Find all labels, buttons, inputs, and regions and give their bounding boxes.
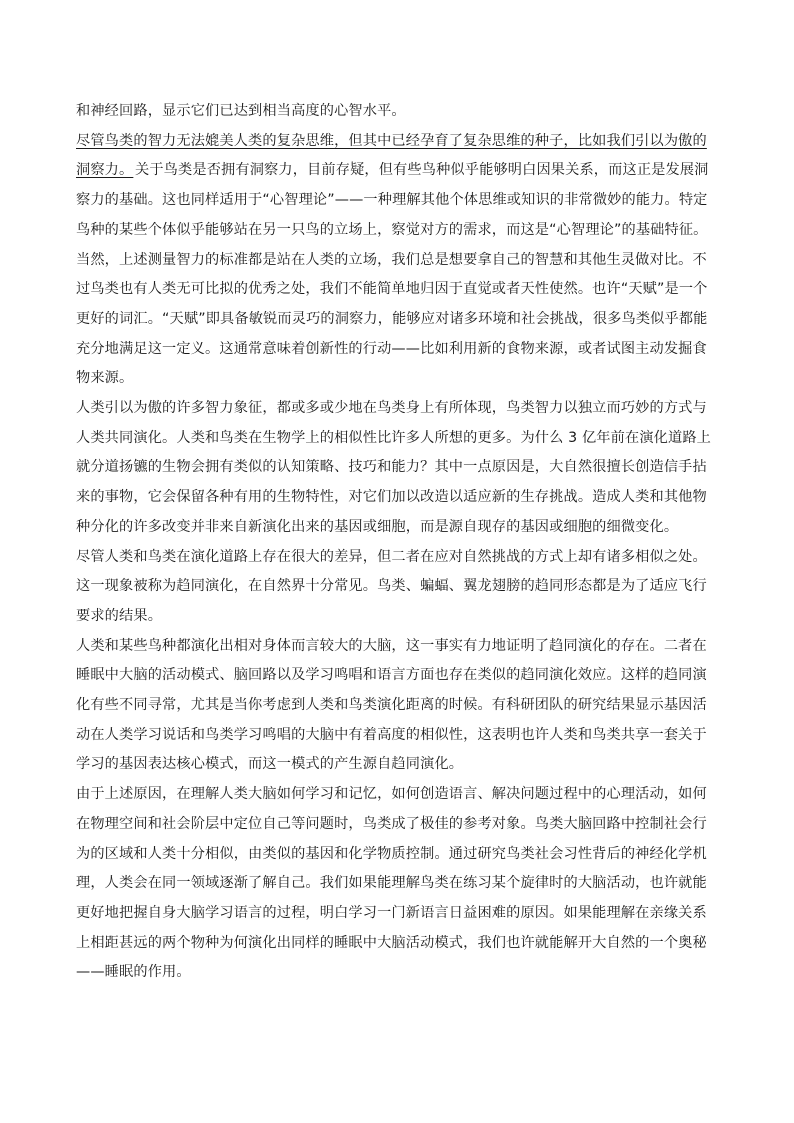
- text-line: 过鸟类也有人类无可比拟的优秀之处，我们不能简单地归因于直觉或者天性使然。也许“天赋”是一个: [76, 281, 708, 297]
- text-line: 和神经回路，显示它们已达到相当高度的心智水平。: [76, 103, 406, 119]
- text-line: 人类共同演化。人类和鸟类在生物学上的相似性比许多人所想的更多。为什么 3 亿年前在演化道路上: [76, 430, 712, 446]
- text-line: ——睡眠的作用。: [76, 964, 191, 980]
- text-line: 为的区域和人类十分相似，由类似的基因和化学物质控制。通过研究鸟类社会习性背后的神经化学机: [76, 846, 707, 862]
- text-line: 尽管人类和鸟类在演化道路上存在很大的差异，但二者在应对自然挑战的方式上却有诸多相似之处。: [76, 549, 707, 565]
- text-line: 在物理空间和社会阶层中定位自己等问题时，鸟类成了极佳的参考对象。鸟类大脑回路中控制社会行: [76, 816, 707, 832]
- text-line: 人类引以为傲的许多智力象征，都或多或少地在鸟类身上有所体现，鸟类智力以独立而巧妙的方式与: [76, 400, 707, 416]
- text-line: 当然，上述测量智力的标准都是站在人类的立场，我们总是想要拿自己的智慧和其他生灵做对比。不: [76, 252, 707, 268]
- underlined-text-line: 洞察力。: [76, 162, 134, 178]
- text-line: 这一现象被称为趋同演化，在自然界十分常见。鸟类、蝙蝠、翼龙翅膀的趋同形态都是为了适应飞行: [76, 578, 707, 594]
- text-line: 就分道扬镳的生物会拥有类似的认知策略、技巧和能力？其中一点原因是，大自然很擅长创造信手拈: [76, 459, 707, 475]
- text-line: 要求的结果。: [76, 608, 163, 624]
- text-line: 理，人类会在同一领域逐渐了解自己。我们如果能理解鸟类在练习某个旋律时的大脑活动，也许就能: [76, 875, 707, 891]
- text-line: 更好地把握自身大脑学习语言的过程，明白学习一门新语言日益困难的原因。如果能理解在亲缘关系: [76, 905, 707, 921]
- text-line: 种分化的许多改变并非来自新演化出来的基因或细胞，而是源自现存的基因或细胞的细微变化。: [76, 519, 679, 535]
- text-line: 上相距甚远的两个物种为何演化出同样的睡眠中大脑活动模式，我们也许就能解开大自然的一个奥秘: [76, 935, 707, 951]
- text-line: 物来源。: [76, 370, 134, 386]
- text-line: 由于上述原因，在理解人类大脑如何学习和记忆，如何创造语言、解决问题过程中的心理活动，如何: [76, 786, 707, 802]
- underlined-text-line: 尽管鸟类的智力无法媲美人类的复杂思维，但其中已经孕育了复杂思维的种子，比如我们引以为傲的: [76, 133, 707, 149]
- text-line: 学习的基因表达核心模式，而这一模式的产生源自趋同演化。: [76, 756, 464, 772]
- text-line: 睡眠中大脑的活动模式、脑回路以及学习鸣唱和语言方面也存在类似的趋同演化效应。这样的趋同演: [76, 667, 707, 683]
- text-line: 来的事物，它会保留各种有用的生物特性，对它们加以改造以适应新的生存挑战。造成人类和其他物: [76, 489, 707, 505]
- text-line: 化有些不同寻常，尤其是当你考虑到人类和鸟类演化距离的时候。有科研团队的研究结果显示基因活: [76, 697, 707, 713]
- text-line: 关于鸟类是否拥有洞察力，目前存疑，但有些鸟种似乎能够明白因果关系，而这正是发展洞: [135, 162, 709, 178]
- text-line: 人类和某些鸟种都演化出相对身体而言较大的大脑，这一事实有力地证明了趋同演化的存在。二者在: [76, 638, 707, 654]
- text-line: 察力的基础。这也同样适用于“心智理论”——一种理解其他个体思维或知识的非常微妙的能力。特定: [76, 192, 708, 208]
- text-line: 鸟种的某些个体似乎能够站在另一只鸟的立场上，察觉对方的需求，而这是“心智理论”的基础特征。: [76, 222, 708, 238]
- text-line: 充分地满足这一定义。这通常意味着创新性的行动——比如利用新的食物来源，或者试图主动发掘食: [76, 341, 707, 357]
- text-line: 更好的词汇。“天赋”即具备敏锐而灵巧的洞察力，能够应对诸多环境和社会挑战，很多鸟类似乎都能: [76, 311, 708, 327]
- text-line: 动在人类学习说话和鸟类学习鸣唱的大脑中有着高度的相似性，这表明也许人类和鸟类共享一套关于: [76, 727, 707, 743]
